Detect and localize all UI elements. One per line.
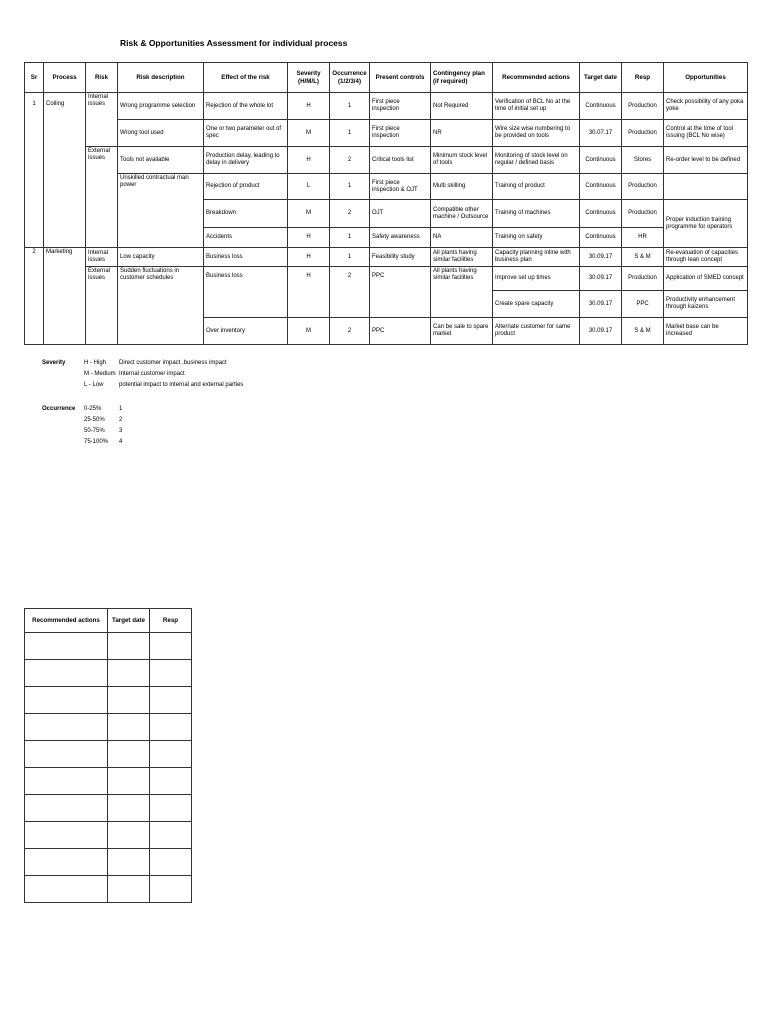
target-date-cell: Continuous	[580, 174, 622, 200]
empty-cell	[150, 849, 192, 876]
column-header: Effect of the risk	[204, 63, 288, 93]
occurrence-cell: 2	[330, 147, 370, 174]
empty-cell	[25, 768, 108, 795]
opportunities-cell	[664, 174, 748, 200]
table-row	[25, 795, 192, 822]
resp-cell: Stores	[622, 147, 664, 174]
severity-cell: H	[288, 228, 330, 248]
table-row	[25, 248, 748, 267]
empty-cell	[108, 741, 150, 768]
empty-cell	[108, 795, 150, 822]
column-header: Risk	[86, 63, 118, 93]
column-header: Occurrence (1/2/3/4)	[330, 63, 370, 93]
opportunities-cell: Re-evaluation of capacities through lean concept	[664, 248, 748, 267]
table-row	[25, 633, 192, 660]
recommended-actions-cell: Training of machines	[493, 200, 580, 228]
empty-cell	[150, 633, 192, 660]
severity-cell: H	[288, 267, 330, 318]
severity-cell: M	[288, 200, 330, 228]
table-row	[25, 876, 192, 903]
present-controls-cell: First piece inspection & OJT	[370, 174, 431, 200]
empty-cell	[150, 822, 192, 849]
present-controls-cell: PPC	[370, 318, 431, 345]
occurrence-cell: 2	[330, 318, 370, 345]
target-date-cell: Continuous	[580, 200, 622, 228]
empty-cell	[25, 822, 108, 849]
table-row	[25, 849, 192, 876]
risk-cell: External issues	[86, 267, 118, 345]
column-header: Resp	[150, 609, 192, 633]
column-header: Sr	[25, 63, 44, 93]
column-header: Opportunities	[664, 63, 748, 93]
empty-cell	[25, 741, 108, 768]
contingency-cell: NA	[431, 228, 493, 248]
severity-low: L - Low	[84, 382, 104, 388]
occurrence-legend-label: Occurrence	[42, 406, 76, 412]
target-date-cell: Continuous	[580, 147, 622, 174]
contingency-cell: Minimum stock level of tools	[431, 147, 493, 174]
severity-cell: M	[288, 318, 330, 345]
empty-cell	[108, 822, 150, 849]
empty-cell	[150, 876, 192, 903]
occurrence-cell: 2	[330, 200, 370, 228]
empty-cell	[150, 714, 192, 741]
recommended-actions-cell: Monitoring of stock level on regular / defined basis	[493, 147, 580, 174]
resp-cell: Production	[622, 174, 664, 200]
effect-cell: Accidents	[204, 228, 288, 248]
column-header: Recommended actions	[25, 609, 108, 633]
resp-cell: S & M	[622, 318, 664, 345]
table-row	[25, 741, 192, 768]
contingency-cell: Compatible other machine / Outsource	[431, 200, 493, 228]
target-date-cell: Continuous	[580, 228, 622, 248]
present-controls-cell: Feasibility study	[370, 248, 431, 267]
occurrence-range: 50-75%	[84, 428, 105, 434]
risk-cell: External issues	[86, 147, 118, 248]
table-row	[25, 93, 748, 120]
process-cell: Marketing	[44, 248, 86, 345]
effect-cell: Rejection of product	[204, 174, 288, 200]
empty-cell	[108, 768, 150, 795]
column-header: Contingency plan (if required)	[431, 63, 493, 93]
opportunities-cell: Control at the time of tool issuing (BCL No wise)	[664, 120, 748, 147]
occurrence-cell: 1	[330, 174, 370, 200]
column-header: Present controls	[370, 63, 431, 93]
effect-cell: Rejection of the whole lot	[204, 93, 288, 120]
column-header: Resp	[622, 63, 664, 93]
opportunities-cell: Productivity enhancement through kaizens	[664, 291, 748, 318]
occurrence-value: 3	[119, 428, 123, 434]
occurrence-value: 1	[119, 406, 123, 412]
occurrence-cell: 1	[330, 93, 370, 120]
risk-cell: Internal issues	[86, 248, 118, 267]
empty-cell	[25, 795, 108, 822]
opportunities-cell: Market base can be increased	[664, 318, 748, 345]
sr-cell: 1	[25, 93, 44, 248]
table-row	[25, 687, 192, 714]
recommended-actions-cell: Training of product	[493, 174, 580, 200]
empty-cell	[150, 687, 192, 714]
occurrence-cell: 1	[330, 120, 370, 147]
occurrence-value: 4	[119, 439, 123, 445]
column-header: Target date	[580, 63, 622, 93]
occurrence-range: 0-25%	[84, 406, 102, 412]
empty-cell	[108, 849, 150, 876]
recommended-actions-cell: Training on safety	[493, 228, 580, 248]
resp-cell: Production	[622, 200, 664, 228]
effect-cell: Over inventory	[204, 318, 288, 345]
table-row	[25, 174, 748, 200]
contingency-cell: Can be sale to spare market	[431, 318, 493, 345]
target-date-cell: Continuous	[580, 93, 622, 120]
target-date-cell: 30.09.17	[580, 267, 622, 291]
present-controls-cell: First piece inspection	[370, 93, 431, 120]
empty-cell	[150, 768, 192, 795]
present-controls-cell: OJT	[370, 200, 431, 228]
resp-cell: Production	[622, 267, 664, 291]
contingency-cell: All plants having similar facilities	[431, 267, 493, 318]
process-cell: Coiling	[44, 93, 86, 248]
occurrence-cell: 1	[330, 248, 370, 267]
column-header: Risk description	[118, 63, 204, 93]
resp-cell: Production	[622, 120, 664, 147]
target-date-cell: 30.09.17	[580, 291, 622, 318]
header-row	[25, 63, 748, 93]
table-row	[25, 714, 192, 741]
severity-legend-label: Severity	[42, 360, 66, 366]
resp-cell: S & M	[622, 248, 664, 267]
recommended-actions-cell: Verification of BCL No at the time of initial set up	[493, 93, 580, 120]
empty-cell	[25, 660, 108, 687]
table-row	[25, 120, 748, 147]
empty-cell	[108, 876, 150, 903]
page-title: Risk & Opportunities Assessment for individual process	[120, 38, 348, 48]
column-header: Recommended actions	[493, 63, 580, 93]
table-row	[25, 660, 192, 687]
empty-cell	[25, 687, 108, 714]
empty-cell	[150, 660, 192, 687]
column-header: Severity (H/M/L)	[288, 63, 330, 93]
recommended-actions-cell: Alternate customer for same product	[493, 318, 580, 345]
severity-cell: M	[288, 120, 330, 147]
column-header: Target date	[108, 609, 150, 633]
target-date-cell: 30.09.17	[580, 318, 622, 345]
empty-cell	[150, 795, 192, 822]
empty-cell	[25, 633, 108, 660]
risk-assessment-table	[24, 62, 748, 345]
table-row	[25, 147, 748, 174]
sr-cell: 2	[25, 248, 44, 345]
severity-cell: H	[288, 248, 330, 267]
effect-cell: Breakdown	[204, 200, 288, 228]
empty-cell	[25, 714, 108, 741]
severity-cell: H	[288, 147, 330, 174]
action-tracking-table	[24, 608, 192, 903]
resp-cell: PPC	[622, 291, 664, 318]
risk-description-cell: Wrong tool used	[118, 120, 204, 147]
table-row	[25, 267, 748, 291]
present-controls-cell: Critical tools list	[370, 147, 431, 174]
risk-description-cell: Sudden fluctuations in customer schedules	[118, 267, 204, 345]
empty-cell	[108, 633, 150, 660]
empty-cell	[108, 714, 150, 741]
recommended-actions-cell: Wire size wise numbering to be provided on tools	[493, 120, 580, 147]
recommended-actions-cell: Improve set up times	[493, 267, 580, 291]
empty-cell	[25, 849, 108, 876]
risk-description-cell: Tools not available	[118, 147, 204, 174]
table-row	[25, 768, 192, 795]
risk-description-cell: Unskilled contractual man power	[118, 174, 204, 248]
contingency-cell: NR	[431, 120, 493, 147]
effect-cell: Business loss	[204, 267, 288, 318]
table-row	[25, 822, 192, 849]
effect-cell: Production delay, leading to delay in delivery	[204, 147, 288, 174]
severity-high: H - High	[84, 360, 107, 366]
severity-medium-desc: Internal customer impact	[119, 371, 185, 377]
effect-cell: Business loss	[204, 248, 288, 267]
empty-cell	[108, 660, 150, 687]
empty-cell	[108, 687, 150, 714]
resp-cell: HR	[622, 228, 664, 248]
risk-description-cell: Wrong programme selection	[118, 93, 204, 120]
occurrence-range: 25-50%	[84, 417, 105, 423]
recommended-actions-cell: Capacity planning inline with business plan	[493, 248, 580, 267]
present-controls-cell: Safety awareness	[370, 228, 431, 248]
present-controls-cell: First piece inspection	[370, 120, 431, 147]
empty-cell	[150, 741, 192, 768]
column-header: Process	[44, 63, 86, 93]
effect-cell: One or two parameter out of spec	[204, 120, 288, 147]
risk-description-cell: Low capacity	[118, 248, 204, 267]
target-date-cell: 30.07.17	[580, 120, 622, 147]
severity-medium: M - Medium	[84, 371, 116, 377]
occurrence-range: 75-100%	[84, 439, 109, 445]
opportunities-cell: Check possibility of any poka yoke	[664, 93, 748, 120]
present-controls-cell: PPC	[370, 267, 431, 318]
risk-cell: Internal issues	[86, 93, 118, 147]
recommended-actions-cell: Create spare capacity	[493, 291, 580, 318]
severity-low-desc: potential impact to internal and external parties	[119, 382, 244, 388]
resp-cell: Production	[622, 93, 664, 120]
opportunities-cell: Re-order level to be defined	[664, 147, 748, 174]
contingency-cell: All plants having similar facilities	[431, 248, 493, 267]
occurrence-cell: 1	[330, 228, 370, 248]
severity-cell: H	[288, 93, 330, 120]
empty-cell	[25, 876, 108, 903]
occurrence-value: 2	[119, 417, 123, 423]
contingency-cell: Multi skilling	[431, 174, 493, 200]
severity-high-desc: Direct customer impact ,business impact	[119, 360, 227, 366]
occurrence-cell: 2	[330, 267, 370, 318]
contingency-cell: Not Required	[431, 93, 493, 120]
severity-cell: L	[288, 174, 330, 200]
opportunities-cell: Application of SMED concept	[664, 267, 748, 291]
header-row	[25, 609, 192, 633]
opportunities-cell: Proper induction training programme for operators	[664, 200, 748, 248]
target-date-cell: 30.09.17	[580, 248, 622, 267]
